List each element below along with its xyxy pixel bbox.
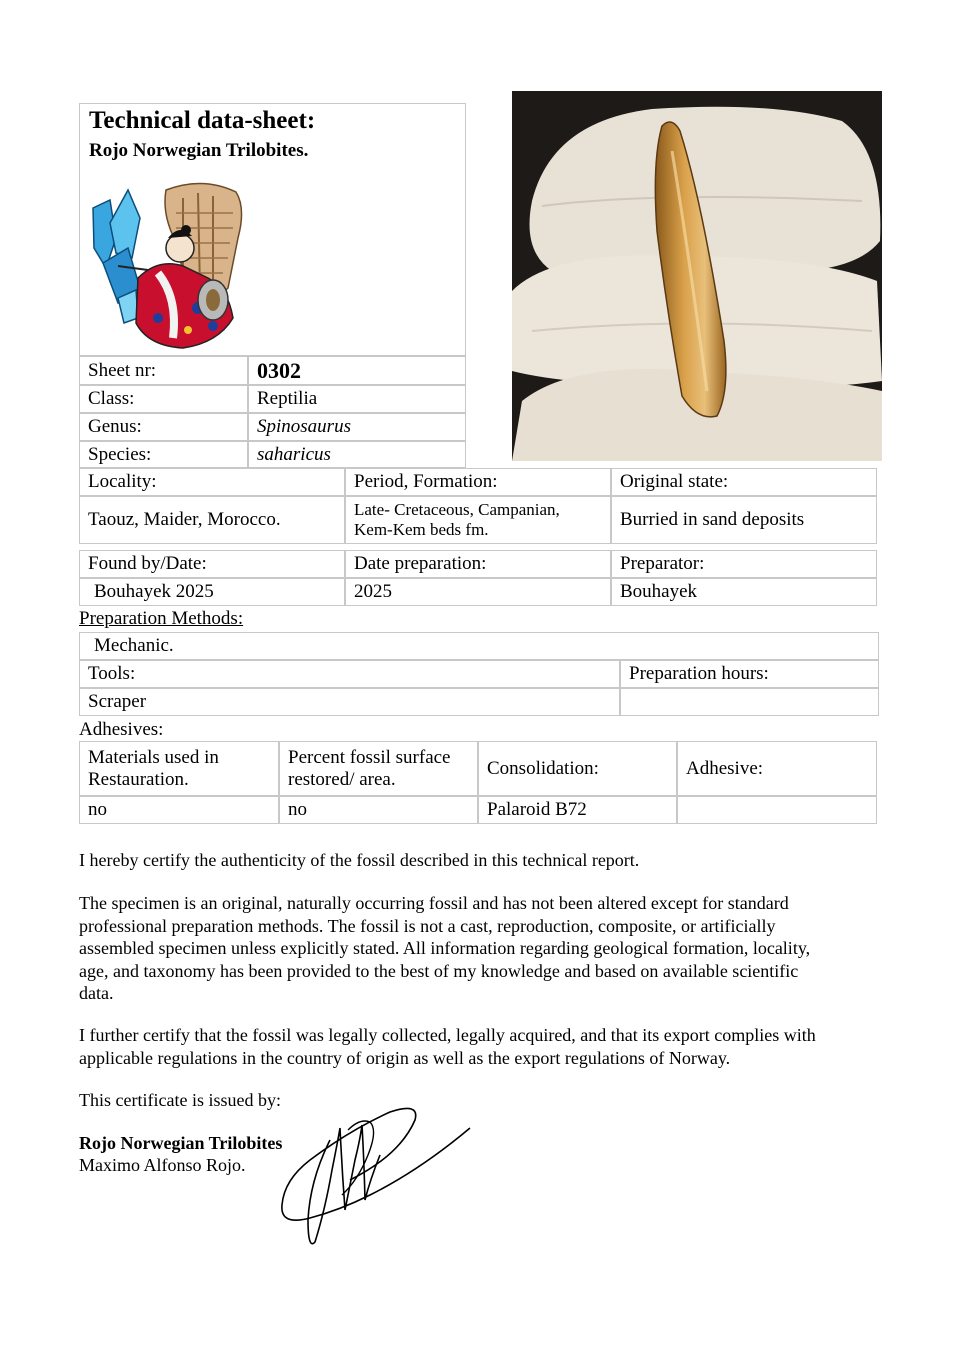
species-label: Species: [79,441,248,468]
preparator-label: Preparator: [611,550,877,578]
materials-label-line1: Materials used in [88,746,219,768]
para2-line: age, and taxonomy has been provided to the best of my knowledge and based on available scientific [79,960,799,981]
class-label: Class: [79,385,248,413]
materials-value: no [79,796,279,824]
state-value: Burried in sand deposits [611,496,877,544]
para2-line: assembled specimen unless explicitly stated. All information regarding geological formation, locality, [79,938,811,958]
para2-line: data. [79,983,114,1003]
date-prep-value: 2025 [345,578,611,606]
hours-label: Preparation hours: [620,660,879,688]
found-value: Bouhayek 2025 [79,578,345,606]
period-value [345,496,611,544]
percent-label-line2: restored/ area. [288,768,396,790]
certification-paragraph-2 [79,892,879,1005]
found-label: Found by/Date: [79,550,345,578]
period-label: Period, Formation: [345,468,611,496]
samurai-trilobite-logo [88,178,248,353]
consolidation-label: Consolidation: [478,741,677,796]
issued-by-text: This certificate is issued by: [79,1090,281,1110]
consolidation-value: Palaroid B72 [478,796,677,824]
signature-image [270,1100,480,1250]
genus-label: Genus: [79,413,248,441]
company-subtitle: Rojo Norwegian Trilobites. [89,140,309,161]
percent-label [279,741,478,796]
certification-paragraph-1: I hereby certify the authenticity of the fossil described in this technical report. [79,850,640,870]
para3-line: applicable regulations in the country of origin as well as the export regulations of Norway. [79,1047,731,1068]
issuer-name: Maximo Alfonso Rojo. [79,1155,246,1175]
certification-paragraph-3 [79,1024,879,1069]
period-value-line2: Kem-Kem beds fm. [354,520,489,539]
sheet-nr-value: 0302 [248,356,466,385]
adhesives-heading: Adhesives: [79,719,164,740]
preparation-methods-heading: Preparation Methods: [79,608,244,629]
para3-line: I further certify that the fossil was legally collected, legally acquired, and that its export complies with [79,1025,816,1045]
period-value-line1: Late- Cretaceous, Campanian, [354,500,560,519]
preparation-methods-value: Mechanic. [79,632,879,660]
para2-line: The specimen is an original, naturally occurring fossil and has not been altered except for standard [79,893,789,913]
locality-label: Locality: [79,468,345,496]
tools-label: Tools: [79,660,620,688]
tools-value: Scraper [79,688,620,716]
genus-value: Spinosaurus [248,413,466,441]
spinosaurus-tooth-photo [512,91,882,461]
class-value: Reptilia [248,385,466,413]
sheet-nr-label: Sheet nr: [79,356,248,385]
percent-value: no [279,796,478,824]
adhesive-label: Adhesive: [677,741,877,796]
para2-line: professional preparation methods. The fossil is not a cast, reproduction, composite, or artificially [79,915,776,936]
materials-label [79,741,279,796]
adhesive-value [677,796,877,824]
issuer-company: Rojo Norwegian Trilobites [79,1133,283,1153]
date-prep-label: Date preparation: [345,550,611,578]
species-value: saharicus [248,441,466,468]
preparator-value: Bouhayek [611,578,877,606]
page-title: Technical data-sheet: [89,107,316,134]
hours-value [620,688,879,716]
materials-label-line2: Restauration. [88,768,189,790]
state-label: Original state: [611,468,877,496]
percent-label-line1: Percent fossil surface [288,746,451,768]
locality-value: Taouz, Maider, Morocco. [79,496,345,544]
